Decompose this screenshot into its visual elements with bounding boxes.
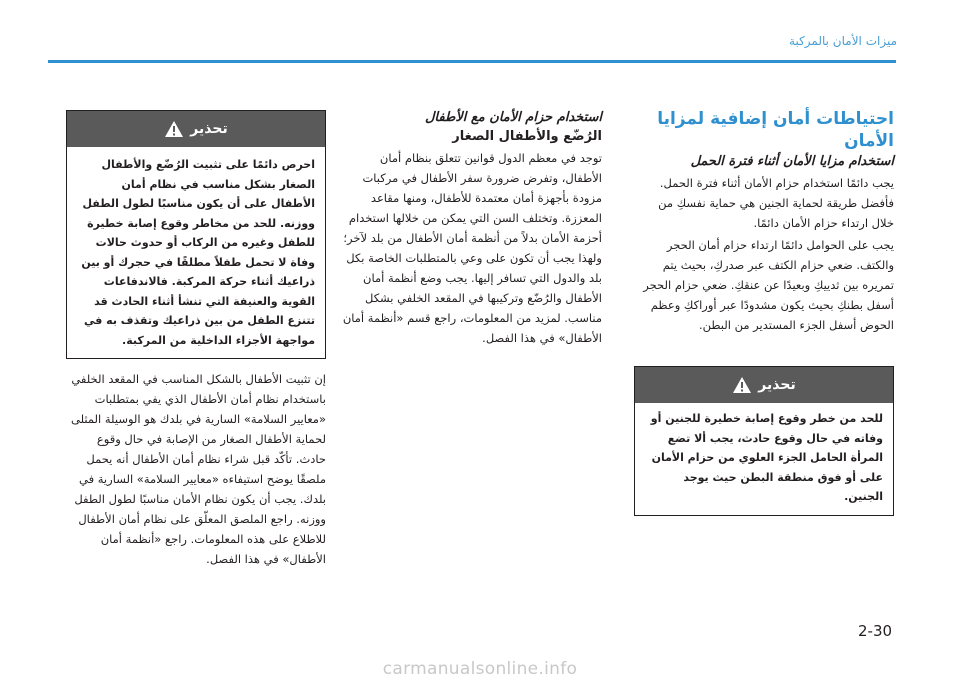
page-number: 2-30 (858, 622, 893, 640)
right-column (634, 108, 894, 516)
warning-triangle-icon (164, 120, 184, 138)
middle-heading: استخدام حزام الأمان مع الأطفال (424, 110, 602, 125)
children-warning-box (66, 110, 326, 359)
warning-title: تحذير (758, 377, 796, 393)
warning-text: للحد من خطر وقوع إصابة خطيرة للجنين أو وفاته في حال وقوع حادث، يجب ألا تضع المرأة الحامل الجزء العلوي من حزام الأمان على أو فوق منطقة البطن حيث يوجد الجنين. (650, 412, 883, 503)
children-paragraph-1: توجد في معظم الدول قوانين تتعلق بنظام أمان الأطفال، وتفرض ضرورة سفر الأطفال في مركبات مزودة بأجهزة أمان معتمدة للأطفال، ومنها مقاعد المعززة. وتختلف السن التي يمكن من خلالها استخدام أحزمة الأمان بدلاً من أنظمة أمان الأطفال من بلد لآخر؛ ولهذا يجب أن تكون على وعي بالمتطلبات الخاصة بكل بلد والدول التي تسافر إليها. يجب وضع أنظمة أمان الأطفال والرُضّع وتركيبها في المقعد الخلفي بشكل مناسب. لمزيد من المعلومات، راجع قسم «أنظمة أمان الأطفال» في هذا الفصل. (342, 151, 602, 345)
warning-header (635, 367, 893, 403)
right-heading: احتياطات أمان إضافية لمزايا الأمان (657, 109, 894, 151)
warning-title: تحذير (190, 121, 228, 137)
right-subheading: استخدام مزايا الأمان أثناء فترة الحمل (690, 154, 894, 169)
middle-subheading: الرُضّع والأطفال الصغار (452, 129, 602, 144)
warning-header (67, 111, 325, 147)
middle-column (342, 108, 602, 348)
left-column (66, 110, 326, 569)
pregnancy-warning-box (634, 366, 894, 516)
pregnancy-paragraph-2: يجب على الحوامل دائمًا ارتداء حزام أمان الحجر والكتف. ضعي حزام الكتف عبر صدركِ، بحيث يتم تمريره بين ثدييكِ وبعيدًا عن عنقكِ. ضعي حزام الحجر أسفل بطنكِ بحيث يكون مشدودًا عبر أوراككِ وعظم الحوض أسفل الجزء المستدير من البطن. (643, 238, 894, 332)
child-restraint-paragraph: إن تثبيت الأطفال بالشكل المناسب في المقعد الخلفي باستخدام نظام أمان الأطفال الذي يفي بمتطلبات «معايير السلامة» السارية في بلدك هو الوسيلة المثلى لحماية الأطفال الصغار من الإصابة في حال وقوع حادث. تأكّد قبل شراء نظام أمان الأطفال أنه يحمل ملصقًا يوضح استيفاءه «معايير السلامة» السارية في بلدك. يجب أن يكون نظام الأمان مناسبًا لطول الطفل ووزنه. راجع الملصق المعلّق على نظام أمان الأطفال للاطلاع على هذه المعلومات. راجع «أنظمة أمان الأطفال» في هذا الفصل. (71, 372, 326, 566)
warning-text: احرص دائمًا على تثبيت الرُضّع والأطفال الصغار بشكل مناسب في نظام أمان الأطفال على أن يكون مناسبًا لطول الطفل ووزنه. للحد من مخاطر وقوع إصابة خطيرة للطفل وغيره من الركاب أو حدوث حالات وفاة لا تحمل طفلاً مطلقًا في حجرك أو بين ذراعيك أثناء حركة المركبة. فالاندفاعات القوية والعنيفة التي تنشأ أثناء الحادث قد تتنزع الطفل من بين ذراعيك وتقذف به في مواجهة الأجزاء الداخلية من المركبة. (81, 158, 315, 347)
section-title: ميزات الأمان بالمركبة (789, 34, 897, 48)
header-rule (48, 60, 896, 63)
warning-triangle-icon (732, 376, 752, 394)
watermark: carmanualsonline.info (382, 659, 578, 679)
pregnancy-paragraph-1: يجب دائمًا استخدام حزام الأمان أثناء فترة الحمل. فأفضل طريقة لحماية الجنين هي حماية نفسكِ من خلال ارتداء حزام الأمان دائمًا. (658, 176, 894, 230)
